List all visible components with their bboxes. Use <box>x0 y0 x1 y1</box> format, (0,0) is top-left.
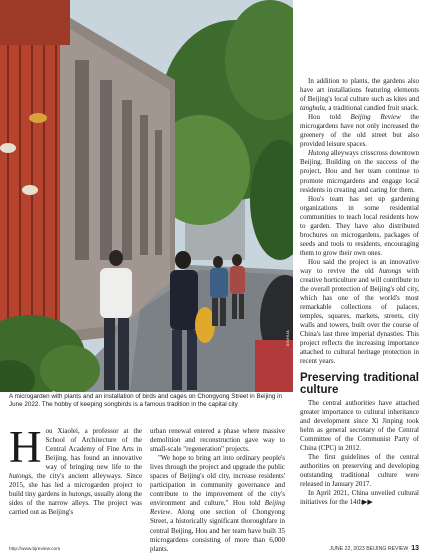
page-number: 13 <box>411 545 419 552</box>
article-paragraph: In addition to plants, the gardens also have art installations featuring elements of Beijing's local culture such as kites and tanghulu, a traditional candied fruit snack. <box>300 77 419 113</box>
article-paragraph: The first guidelines of the central authorities on preserving and developing outstanding traditional culture were released in January 2017. <box>300 452 419 488</box>
photo-caption: A microgarden with plants and an installation of birds and cages on Chongyong Street in Beijing in June 2022. The hobby of keeping songbirds is a famous tradition in the capital city <box>9 393 283 408</box>
article-column-middle <box>150 427 285 554</box>
article-paragraph: Hou's team has set up gardening organizations in some residential communities to teach local residents how to garden. They have also distributed brochures on microgardens, packages of seeds and tools to residents, encouraging them to grow their own ones. <box>300 194 419 257</box>
section-heading: Preserving traditional culture <box>300 371 419 396</box>
article-paragraph: Hou told Beijing Review the microgardens have not only increased the greenery of the old street but also provided leisure spaces. <box>300 113 419 149</box>
article-column-right <box>300 77 419 507</box>
article-paragraph: In April 2021, China unveiled cultural initiatives for the 14th▶▶ <box>300 488 419 507</box>
photo-credit: XINHUA <box>285 330 290 347</box>
article-paragraph: Hou Xiaolei, a professor at the School of Architecture of the Central Academy of Fine Arts in Beijing, has found an innovative way of bringing new life to the hutongs, the city's ancient alleyways. Since 2015, she has led a microgarden project to build tiny gardens in hutongs, usually along the sides of the narrow alleys. The project was carried out as Beijing's <box>9 422 142 517</box>
footer-url: http://www.bjreview.com <box>9 547 61 552</box>
street-photo <box>0 0 293 392</box>
article-paragraph: Hutong alleyways crisscross downtown Beijing. Building on the success of the project, Hou and her team continue to promote microgardens and engage local residents in creating and caring for them. <box>300 149 420 194</box>
article-paragraph: "We hope to bring art into ordinary people's lives through the project and upgrade the public spaces of Beijing's old city, increase residents' participation in community governance and contribute to the improvement of the city's environment and culture," Hou told Beijing Review. Along one section of Chongyong Street, a historically significant thoroughfare in central Beijing, Hou and her team have built 35 microgardens consisting of more than 6,000 plants. <box>150 454 285 553</box>
footer-issue-text: JUNE 22, 2023 BEIJING REVIEW <box>329 546 409 552</box>
footer-issue <box>330 545 419 552</box>
article-paragraph: The central authorities have attached greater importance to cultural inheritance and development since Xi Jinping took helm as general secretary of the Central Committee of the Communist Party of China (CPC) in 2012. <box>300 398 419 452</box>
article-paragraph: Hou said the project is an innovative way to revive the old hutongs with creative horticulture and will contribute to the overall protection of Beijing's old city, which has one of the world's most remarkable collections of palaces, temples, squares, markets, streets, city walls and towers, built over the course of China's last three imperial dynasties. This project reflects the increasing importance attached to cultural heritage protection in recent years. <box>300 257 419 366</box>
continue-arrow-icon: ▶▶ <box>362 498 373 507</box>
article-paragraph: urban renewal entered a phase where massive demolition and reconstruction gave way to small-scale "regeneration" projects. <box>150 427 285 454</box>
article-column-left <box>9 422 142 517</box>
drop-cap: H <box>9 422 42 472</box>
